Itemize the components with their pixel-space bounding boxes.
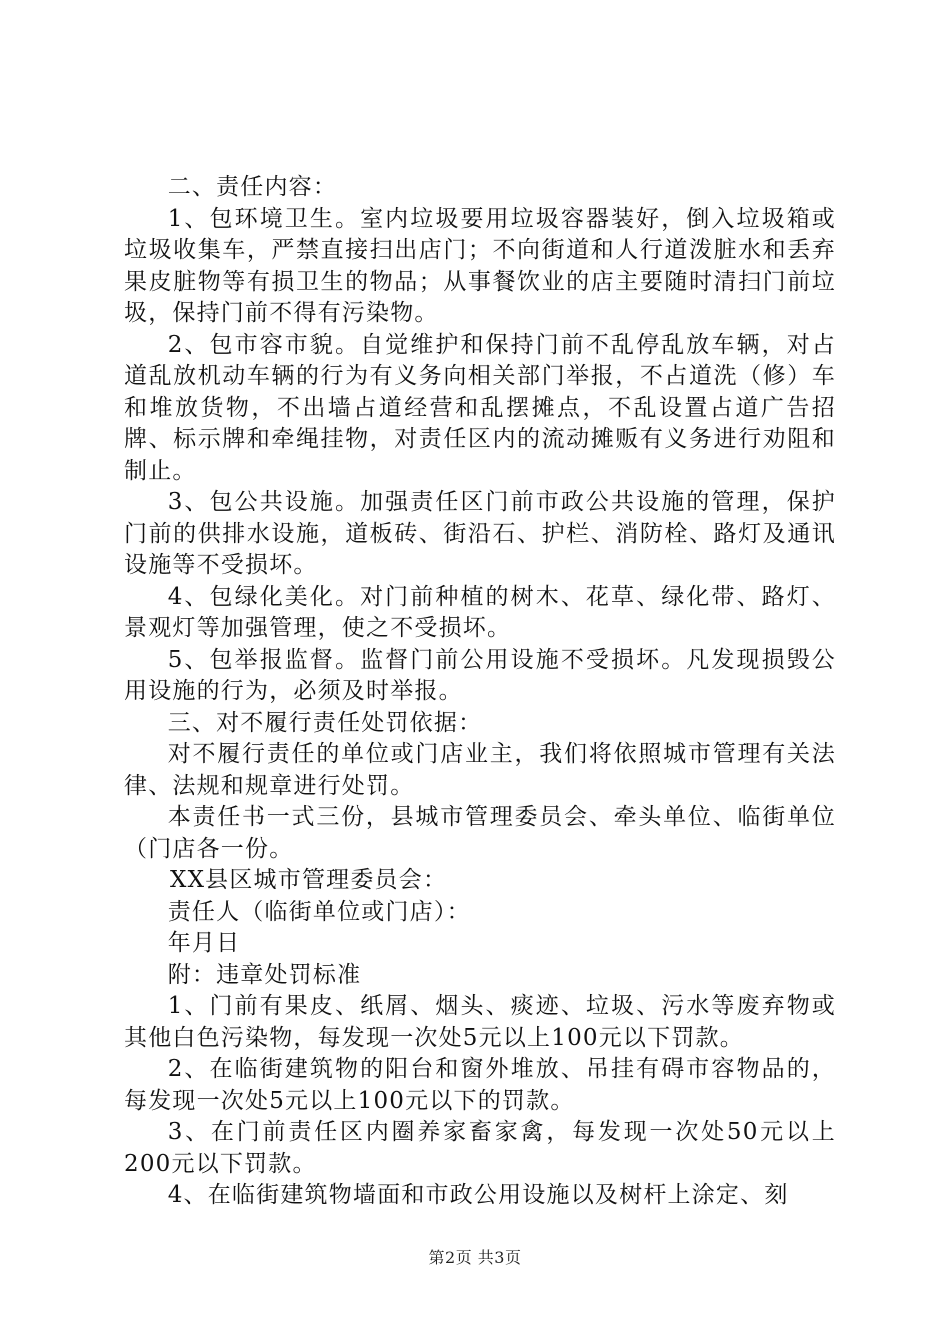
paragraph-public-facilities: 3、包公共设施。加强责任区门前市政公共设施的管理，保护门前的供排水设施，道板砖、街沿石、护栏、消防栓、路灯及通讯设施等不受损坏。	[124, 489, 836, 578]
paragraph-copies: 本责任书一式三份，县城市管理委员会、牵头单位、临街单位（门店各一份。	[124, 804, 836, 862]
signature-committee: XX县区城市管理委员会：	[170, 867, 448, 893]
paragraph-penalty-basis: 对不履行责任的单位或门店业主，我们将依照城市管理有关法律、法规和规章进行处罚。	[124, 741, 836, 799]
paragraph-greening: 4、包绿化美化。对门前种植的树木、花草、绿化带、路灯、景观灯等加强管理，使之不受损坏。	[124, 583, 836, 641]
paragraph-city-appearance: 2、包市容市貌。自觉维护和保持门前不乱停乱放车辆，对占道乱放机动车辆的行为有义务向相关部门举报，不占道洗（修）车和堆放货物，不出墙占道经营和乱摆摊点，不乱设置占道广告招牌、标示牌和牵绳挂物，对责任区内的流动摊贩有义务进行劝阻和制止。	[124, 331, 836, 484]
penalty-item-1: 1、门前有果皮、纸屑、烟头、痰迹、垃圾、污水等废弃物或其他白色污染物，每发现一次处5元以上100元以下罚款。	[124, 993, 836, 1051]
page-number: 第2页 共3页	[428, 1248, 522, 1267]
document-body	[124, 172, 836, 1212]
penalty-item-2: 2、在临街建筑物的阳台和窗外堆放、吊挂有碍市容物品的，每发现一次处5元以上100元以下的罚款。	[124, 1056, 836, 1114]
paragraph-report-supervision: 5、包举报监督。监督门前公用设施不受损坏。凡发现损毁公用设施的行为，必须及时举报。	[124, 646, 836, 704]
paragraph-environment-hygiene: 1、包环境卫生。室内垃圾要用垃圾容器装好，倒入垃圾箱或垃圾收集车，严禁直接扫出店门；不向街道和人行道泼脏水和丢弃果皮脏物等有损卫生的物品；从事餐饮业的店主要随时清扫门前垃圾，保持门前不得有污染物。	[124, 205, 836, 326]
signature-responsible-party: 责任人（临街单位或门店）：	[167, 898, 471, 925]
section-heading-penalty-basis: 三、对不履行责任处罚依据：	[167, 709, 483, 736]
section-heading-responsibilities: 二、责任内容：	[167, 174, 338, 200]
appendix-heading: 附：违章处罚标准	[167, 961, 362, 988]
penalty-item-4: 4、在临街建筑物墙面和市政公用设施以及树杆上涂定、刻	[167, 1182, 789, 1208]
penalty-item-3: 3、在门前责任区内圈养家畜家禽，每发现一次处50元以上200元以下罚款。	[124, 1119, 836, 1177]
signature-date: 年月日	[167, 930, 241, 956]
